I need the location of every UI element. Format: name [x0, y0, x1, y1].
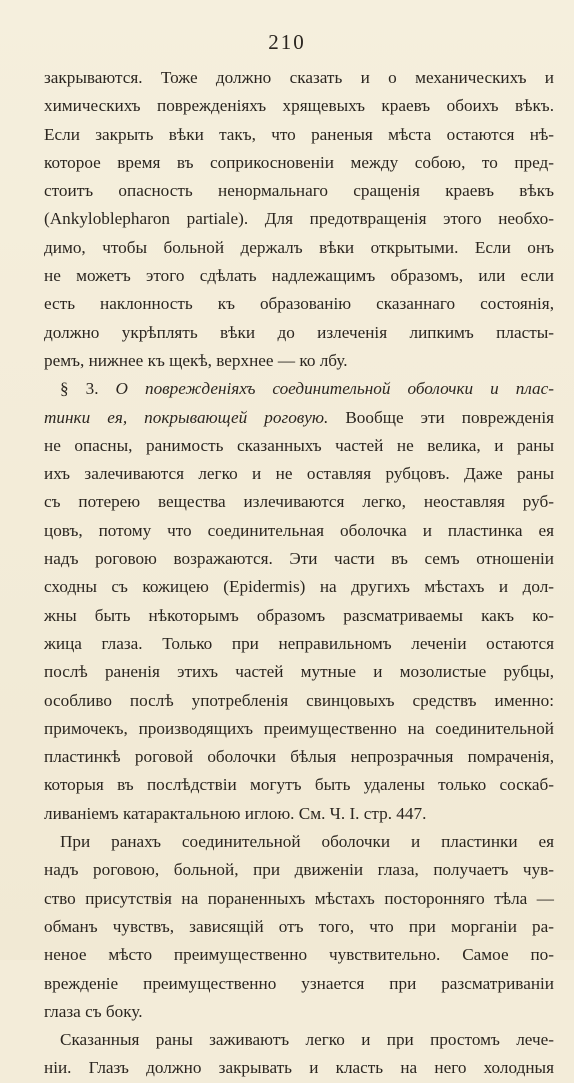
line-text: неное мѣсто преимущественно чувствительно. Самое по-	[44, 945, 554, 965]
line-text: цовъ, потому что соединительная оболочка и пластинка ея	[44, 520, 554, 540]
text-line	[44, 970, 554, 998]
line-text: ихъ залечиваются легко и не оставляя рубцовъ. Даже раны	[44, 464, 554, 484]
text-line	[44, 64, 554, 92]
line-text: не опасны, ранимость сказанныхъ частей не велика, и раны	[44, 435, 554, 455]
text-line	[44, 92, 554, 120]
text-line	[44, 658, 554, 686]
section-heading: тинки ея, покрывающей роговую.	[44, 407, 329, 427]
line-text: (Ankyloblepharon partiale). Для предотвращенія этого необхо-	[44, 209, 554, 229]
text-line	[44, 856, 554, 884]
text-line	[44, 998, 554, 1026]
section-marker: § 3.	[60, 379, 116, 399]
line-text: глаза съ боку.	[44, 1001, 143, 1021]
text-line	[44, 460, 554, 488]
text-line	[44, 319, 554, 347]
text-line	[44, 205, 554, 233]
text-line	[44, 687, 554, 715]
body-text	[44, 64, 554, 1083]
line-text: ніи. Глазъ должно закрывать и класть на него холодныя	[44, 1058, 554, 1078]
line-text: послѣ раненія этихъ частей мутные и мозолистые рубцы,	[44, 662, 554, 682]
line-text: особливо послѣ употребленія свинцовыхъ средствъ именно:	[44, 690, 554, 710]
text-line	[44, 573, 554, 601]
line-text: ремъ, нижнее къ щекѣ, верхнее — ко лбу.	[44, 350, 348, 370]
text-line	[44, 771, 554, 799]
line-text: съ потерею вещества излечиваются легко, неоставляя руб-	[44, 492, 554, 512]
line-text: обманъ чувствъ, зависящій отъ того, что при морганіи ра-	[44, 916, 554, 936]
page-number: 210	[268, 30, 306, 54]
line-text: жны быть нѣкоторымъ образомъ разсматриваемы какъ ко-	[44, 605, 554, 625]
text-line	[44, 602, 554, 630]
text-line	[44, 375, 554, 403]
line-text: Вообще эти поврежденія	[328, 407, 555, 427]
line-text: При ранахъ соединительной оболочки и пластинки ея	[60, 832, 554, 852]
section-heading: О поврежденіяхъ соединительной оболочки и плас-	[115, 379, 554, 399]
line-text: ство присутствія на пораненныхъ мѣстахъ посторонняго тѣла —	[44, 888, 554, 908]
line-text: Если закрыть вѣки такъ, что раненыя мѣста остаются нѣ-	[44, 124, 554, 144]
line-text: которое время въ соприкосновеніи между собою, то пред-	[44, 152, 554, 172]
text-line	[44, 545, 554, 573]
line-text: ливаніемъ катарактальною иглою. См. Ч. I. стр. 447.	[44, 803, 427, 823]
text-line	[44, 347, 554, 375]
text-line	[44, 290, 554, 318]
line-text: примочекъ, производящихъ преимущественно на соединительной	[44, 718, 554, 738]
text-line	[44, 177, 554, 205]
line-text: сходны съ кожицею (Epidermis) на другихъ мѣстахъ и дол-	[44, 577, 554, 597]
line-text: надъ роговою, больной, при движеніи глаза, получаетъ чув-	[44, 860, 554, 880]
text-line	[44, 941, 554, 969]
text-line	[44, 149, 554, 177]
text-line	[44, 800, 554, 828]
line-text: стоитъ опасность ненормальнаго сращенія краевъ вѣкъ	[44, 181, 554, 201]
text-line	[44, 743, 554, 771]
line-text: димо, чтобы больной держалъ вѣки открытыми. Если онъ	[44, 237, 554, 257]
line-text: пластинкѣ роговой оболочки бѣлыя непрозрачныя помраченія,	[44, 747, 554, 767]
line-text: надъ роговою возражаются. Эти части въ семъ отношеніи	[44, 549, 554, 569]
text-line	[44, 1026, 554, 1054]
text-line	[44, 715, 554, 743]
text-line	[44, 488, 554, 516]
line-text: должно укрѣплять вѣки до излеченія липкимъ пласты-	[44, 322, 554, 342]
text-line	[44, 913, 554, 941]
text-line	[44, 630, 554, 658]
text-line	[44, 404, 554, 432]
line-text: врежденіе преимущественно узнается при разсматриваніи	[44, 973, 554, 993]
line-text: закрываются. Тоже должно сказать и о механическихъ и	[44, 68, 554, 87]
text-line	[44, 517, 554, 545]
text-line	[44, 1054, 554, 1082]
line-text: которыя въ послѣдствіи могутъ быть удалены только соскаб-	[44, 775, 554, 795]
text-line	[44, 262, 554, 290]
text-line	[44, 432, 554, 460]
text-line	[44, 234, 554, 262]
text-line	[44, 885, 554, 913]
line-text: не можетъ этого сдѣлать надлежащимъ образомъ, или если	[44, 266, 554, 286]
text-line	[44, 121, 554, 149]
line-text: жица глаза. Только при неправильномъ леченіи остаются	[44, 633, 554, 653]
line-text: Сказанныя раны заживаютъ легко и при простомъ лече-	[60, 1030, 554, 1050]
line-text: есть наклонность къ образованію сказаннаго состоянія,	[44, 294, 554, 314]
line-text: химическихъ поврежденіяхъ хрящевыхъ краевъ обоихъ вѣкъ.	[44, 96, 554, 116]
text-line	[44, 828, 554, 856]
